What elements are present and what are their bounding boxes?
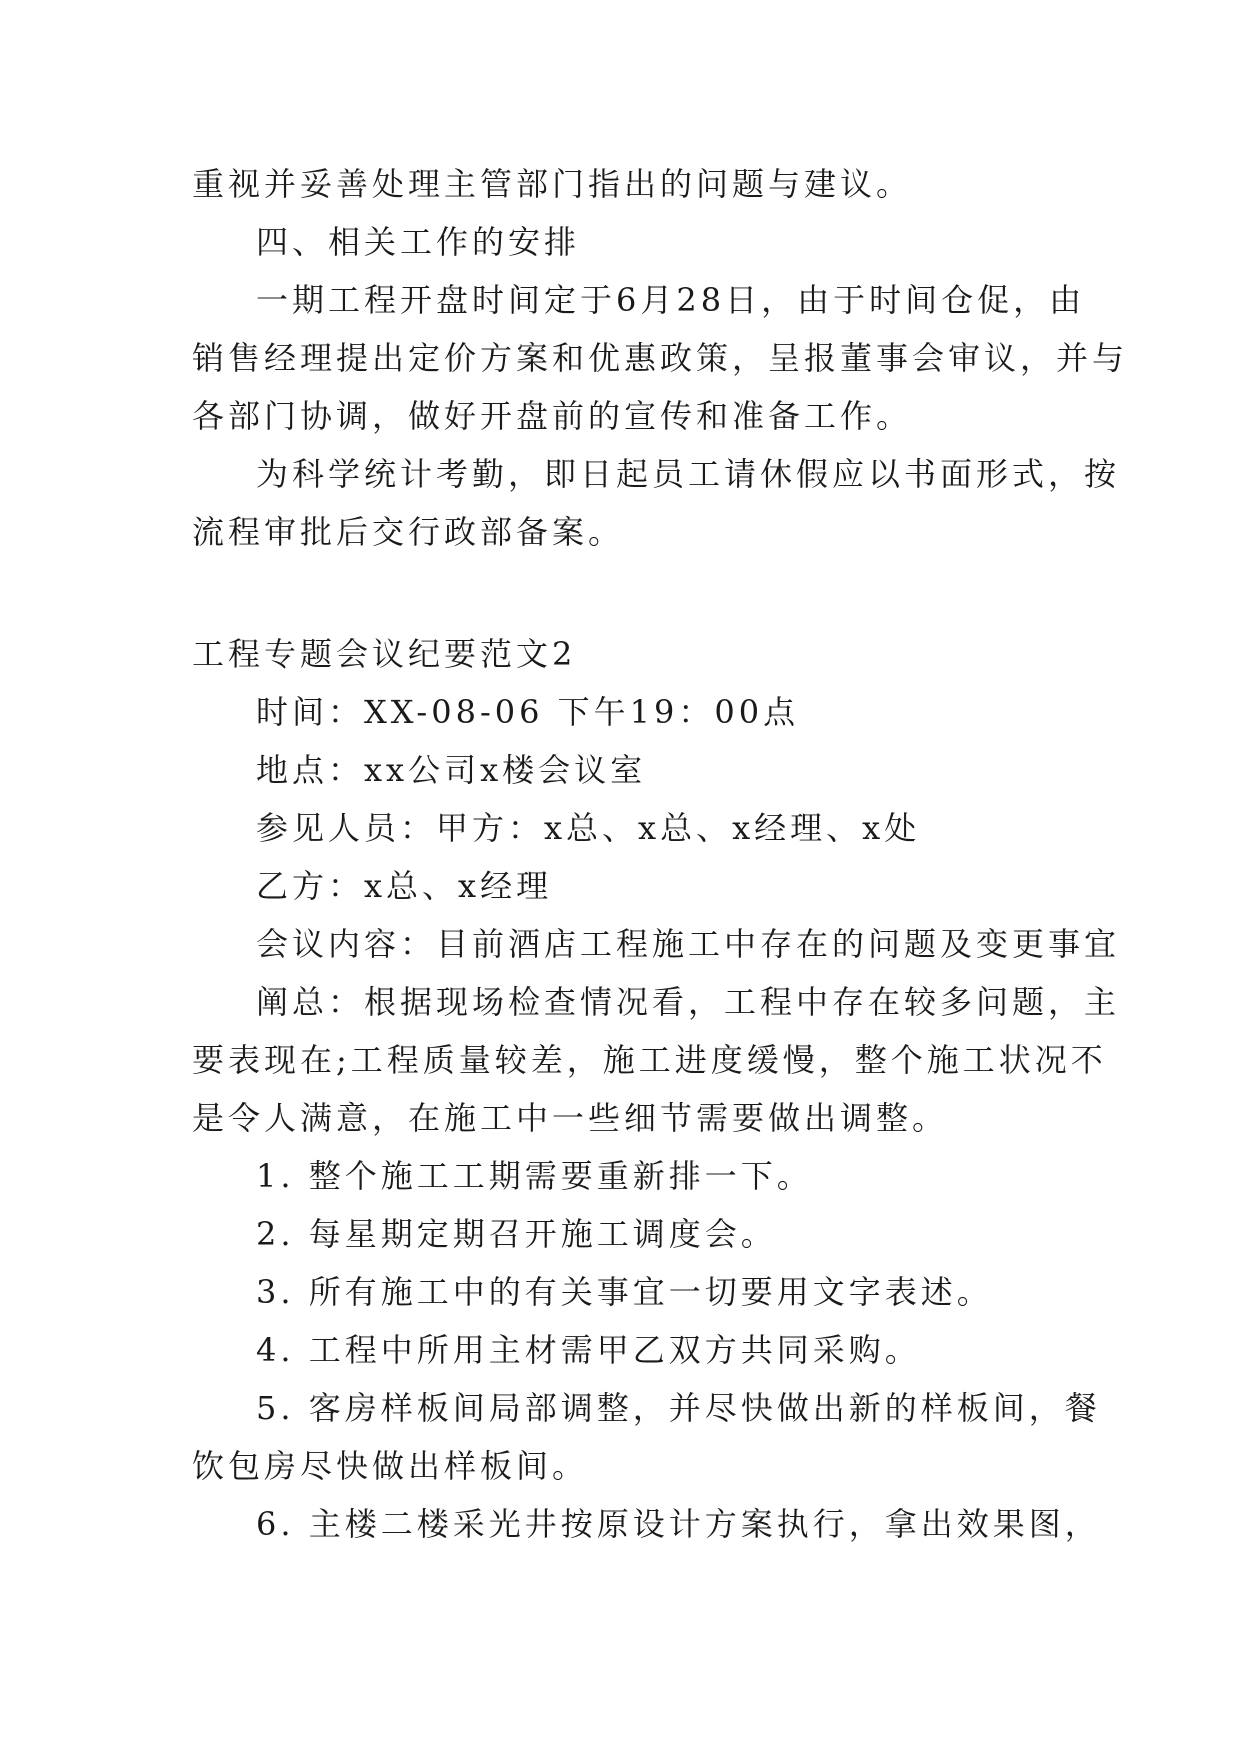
paragraph-line: 销售经理提出定价方案和优惠政策，呈报董事会审议，并与: [192, 339, 1129, 377]
list-item: 6. 主楼二楼采光井按原设计方案执行，拿出效果图，: [256, 1505, 1101, 1543]
summary-line: 是令人满意，在施工中一些细节需要做出调整。: [192, 1099, 949, 1137]
attendees-party-a: 参见人员：甲方：x总、x总、x经理、x处: [256, 809, 921, 847]
meeting-content: 会议内容：目前酒店工程施工中存在的问题及变更事宜: [256, 925, 1121, 963]
paragraph-line: 为科学统计考勤，即日起员工请休假应以书面形式，按: [256, 455, 1121, 493]
list-item: 4. 工程中所用主材需甲乙双方共同采购。: [256, 1331, 921, 1369]
list-item: 5. 客房样板间局部调整，并尽快做出新的样板间，餐: [256, 1389, 1101, 1427]
list-item: 2. 每星期定期召开施工调度会。: [256, 1215, 777, 1253]
summary-line: 要表现在;工程质量较差，施工进度缓慢，整个施工状况不: [192, 1041, 1107, 1079]
spacer: [192, 561, 1052, 625]
paragraph-line: 各部门协调，做好开盘前的宣传和准备工作。: [192, 397, 913, 435]
meeting-place: 地点：xx公司x楼会议室: [256, 751, 647, 789]
article-title: 工程专题会议纪要范文2: [192, 635, 577, 673]
list-item: 1. 整个施工工期需要重新排一下。: [256, 1157, 813, 1195]
section-heading: 四、相关工作的安排: [256, 223, 581, 261]
list-item-continuation: 饮包房尽快做出样板间。: [192, 1447, 589, 1485]
meeting-time: 时间：XX-08-06 下午19：00点: [256, 693, 800, 731]
paragraph-line: 流程审批后交行政部备案。: [192, 513, 625, 551]
paragraph-line: 一期工程开盘时间定于6月28日，由于时间仓促，由: [256, 281, 1086, 319]
attendees-party-b: 乙方：x总、x经理: [256, 867, 553, 905]
summary-line: 阐总：根据现场检查情况看，工程中存在较多问题，主: [256, 983, 1121, 1021]
paragraph-line: 重视并妥善处理主管部门指出的问题与建议。: [192, 165, 913, 203]
list-item: 3. 所有施工中的有关事宜一切要用文字表述。: [256, 1273, 993, 1311]
document-page: [192, 155, 1129, 1553]
